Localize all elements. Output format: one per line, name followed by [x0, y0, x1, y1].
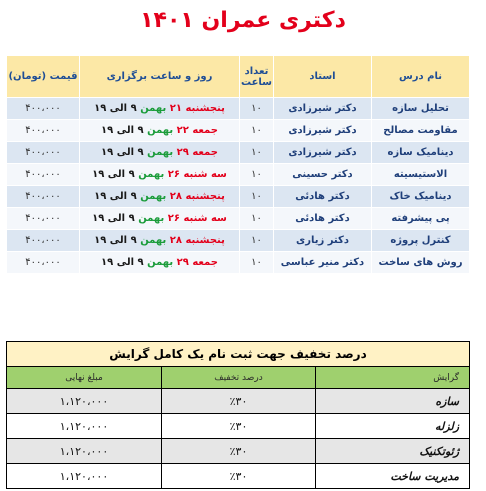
course-name: تحلیل سازه [372, 98, 470, 120]
hours-value: ۱۰ [240, 186, 274, 208]
schedule-table [6, 55, 470, 274]
month-name: بهمن [140, 191, 167, 202]
price-value: ۴۰۰،۰۰۰ [7, 120, 80, 142]
hours-value: ۱۰ [240, 208, 274, 230]
month-name: بهمن [138, 213, 165, 224]
table-row [7, 252, 470, 274]
session-datetime [80, 208, 240, 230]
time-range: ۹ الی ۱۹ [94, 235, 137, 246]
time-range: ۹ الی ۱۹ [94, 191, 137, 202]
day-number: ۲۸ [169, 235, 182, 246]
day-name: جمعه [192, 125, 218, 136]
table-row [7, 414, 470, 439]
time-range: ۹ الی ۱۹ [101, 147, 144, 158]
table-row [7, 98, 470, 120]
hours-value: ۱۰ [240, 230, 274, 252]
teacher-name: دکتر شیرزادی [274, 120, 372, 142]
day-number: ۲۹ [176, 257, 189, 268]
time-range: ۹ الی ۱۹ [92, 213, 135, 224]
day-number: ۲۶ [167, 169, 180, 180]
discount-caption-row [7, 342, 470, 367]
month-name: بهمن [140, 235, 167, 246]
day-name: پنجشنبه [185, 235, 225, 246]
month-name: بهمن [147, 125, 174, 136]
price-value: ۴۰۰،۰۰۰ [7, 252, 80, 274]
month-name: بهمن [147, 147, 174, 158]
header-price: قیمت (تومان) [7, 56, 80, 98]
hours-value: ۱۰ [240, 98, 274, 120]
teacher-name: دکتر زیاری [274, 230, 372, 252]
price-value: ۴۰۰،۰۰۰ [7, 230, 80, 252]
header-course: نام درس [372, 56, 470, 98]
header-teacher: استاد [274, 56, 372, 98]
discount-value: ٪۳۰ [162, 439, 316, 464]
hours-value: ۱۰ [240, 164, 274, 186]
track-name: مدیریت ساخت [316, 464, 470, 489]
schedule-header-row [7, 56, 470, 98]
day-number: ۲۱ [169, 103, 182, 114]
session-datetime [80, 142, 240, 164]
session-datetime [80, 186, 240, 208]
teacher-name: دکتر حسینی [274, 164, 372, 186]
price-value: ۴۰۰،۰۰۰ [7, 186, 80, 208]
discount-caption: درصد تخفیف جهت ثبت نام یک کامل گرایش [7, 342, 470, 367]
session-datetime [80, 120, 240, 142]
hours-value: ۱۰ [240, 120, 274, 142]
final-price: ۱،۱۲۰،۰۰۰ [7, 439, 162, 464]
course-name: روش های ساخت [372, 252, 470, 274]
header-final: مبلغ نهایی [7, 367, 162, 389]
final-price: ۱،۱۲۰،۰۰۰ [7, 464, 162, 489]
price-value: ۴۰۰،۰۰۰ [7, 208, 80, 230]
table-row [7, 164, 470, 186]
time-range: ۹ الی ۱۹ [101, 257, 144, 268]
day-number: ۲۹ [176, 147, 189, 158]
session-datetime [80, 98, 240, 120]
month-name: بهمن [147, 257, 174, 268]
month-name: بهمن [138, 169, 165, 180]
day-number: ۲۸ [169, 191, 182, 202]
discount-value: ٪۳۰ [162, 464, 316, 489]
day-name: پنجشنبه [185, 103, 225, 114]
day-number: ۲۲ [176, 125, 189, 136]
table-row [7, 439, 470, 464]
time-range: ۹ الی ۱۹ [101, 125, 144, 136]
track-name: زلزله [316, 414, 470, 439]
teacher-name: دکتر شیرزادی [274, 142, 372, 164]
discount-table [6, 341, 470, 489]
page-title: دکتری عمران ۱۴۰۱ [140, 8, 346, 33]
price-value: ۴۰۰،۰۰۰ [7, 98, 80, 120]
discount-header-row [7, 367, 470, 389]
course-name: الاستیسیته [372, 164, 470, 186]
price-value: ۴۰۰،۰۰۰ [7, 164, 80, 186]
teacher-name: دکتر شیرزادی [274, 98, 372, 120]
session-datetime [80, 164, 240, 186]
table-row [7, 120, 470, 142]
discount-value: ٪۳۰ [162, 414, 316, 439]
table-row [7, 142, 470, 164]
day-name: جمعه [192, 257, 218, 268]
header-hours: تعداد ساعت [240, 56, 274, 98]
month-name: بهمن [140, 103, 167, 114]
discount-value: ٪۳۰ [162, 389, 316, 414]
header-datetime: روز و ساعت برگزاری [80, 56, 240, 98]
course-name: مقاومت مصالح [372, 120, 470, 142]
header-track: گرایش [316, 367, 470, 389]
day-number: ۲۶ [167, 213, 180, 224]
day-name: سه شنبه [183, 213, 227, 224]
teacher-name: دکتر هادئی [274, 186, 372, 208]
final-price: ۱،۱۲۰،۰۰۰ [7, 389, 162, 414]
teacher-name: دکتر هادئی [274, 208, 372, 230]
hours-value: ۱۰ [240, 142, 274, 164]
day-name: سه شنبه [183, 169, 227, 180]
table-row [7, 186, 470, 208]
course-name: دینامیک سازه [372, 142, 470, 164]
time-range: ۹ الی ۱۹ [92, 169, 135, 180]
hours-value: ۱۰ [240, 252, 274, 274]
teacher-name: دکتر منیر عباسی [274, 252, 372, 274]
day-name: پنجشنبه [185, 191, 225, 202]
table-row [7, 230, 470, 252]
final-price: ۱،۱۲۰،۰۰۰ [7, 414, 162, 439]
price-value: ۴۰۰،۰۰۰ [7, 142, 80, 164]
header-discount: درصد تخفیف [162, 367, 316, 389]
course-name: کنترل پروژه [372, 230, 470, 252]
track-name: ژئوتکنیک [316, 439, 470, 464]
session-datetime [80, 252, 240, 274]
course-name: پی پیشرفته [372, 208, 470, 230]
table-row [7, 208, 470, 230]
track-name: سازه [316, 389, 470, 414]
course-name: دینامیک خاک [372, 186, 470, 208]
table-row [7, 389, 470, 414]
time-range: ۹ الی ۱۹ [94, 103, 137, 114]
session-datetime [80, 230, 240, 252]
day-name: جمعه [192, 147, 218, 158]
table-row [7, 464, 470, 489]
